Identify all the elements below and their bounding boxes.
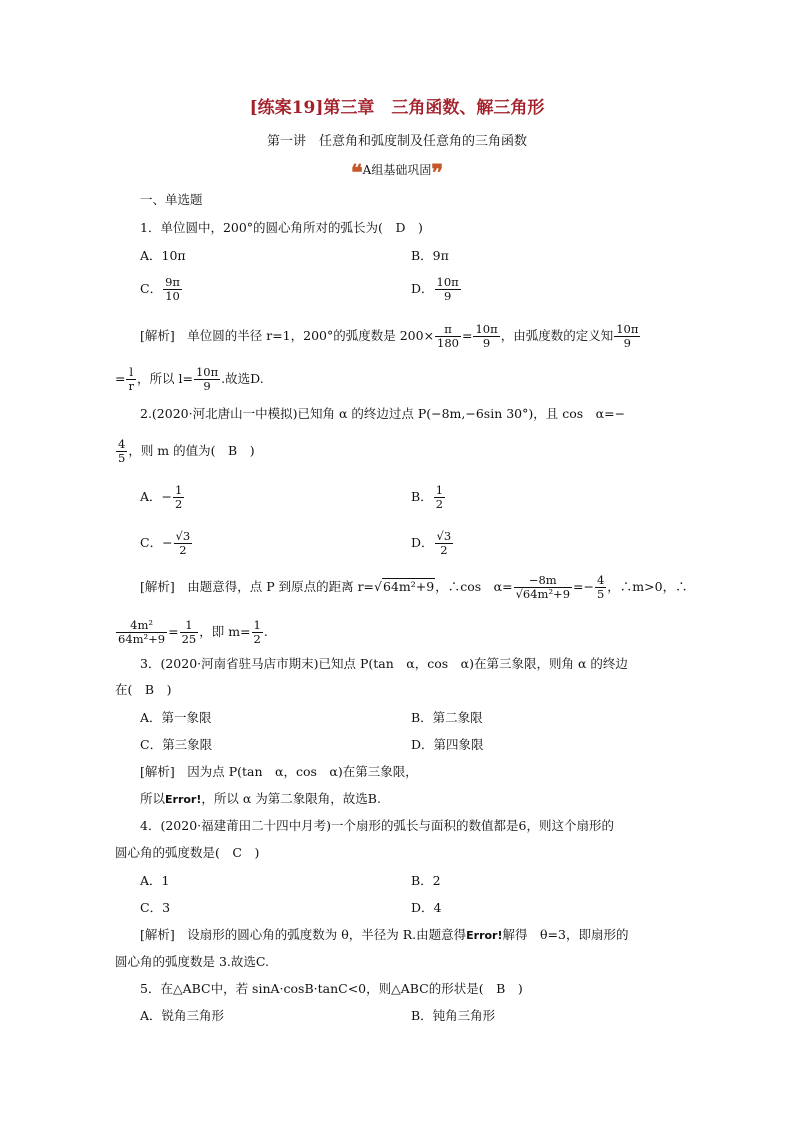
page-subtitle: 第一讲 任意角和弧度制及任意角的三角函数 xyxy=(266,134,527,149)
q4-option-b: B．2 xyxy=(411,873,441,888)
q3-option-c: C．第三象限 xyxy=(140,737,213,752)
q2-option-c: C．− $\frac{√3}{2}$ xyxy=(140,529,191,557)
q4-explanation-line2: 圆心角的弧度数是 3.故选C. xyxy=(115,954,269,969)
q2-option-a: A．− $\frac{1}{2}$ xyxy=(140,483,183,511)
q4-option-a: A．1 xyxy=(140,873,170,888)
q3-explanation-line2: 所以Error!，所以 α 为第二象限角，故选B. xyxy=(140,791,381,806)
q2-explanation-line2: $\frac{\text{4m²}}{\text{64m²+9}}$ = $\frac{1}{25}$ ，即 m= $\frac{1}{2}$ . xyxy=(118,618,268,646)
q2-option-d: D． $\frac{√3}{2}$ xyxy=(411,529,452,557)
q5-option-a: A．锐角三角形 xyxy=(140,1008,225,1023)
fraction: $\frac{9\pi}{10}$ xyxy=(165,275,180,303)
q4-option-d: D．4 xyxy=(411,900,442,915)
page-title: [练案19]第三章 三角函数、解三角形 xyxy=(249,98,545,118)
q3-stem-line2: 在( B ) xyxy=(115,682,172,697)
q2-explanation-line1: [解析] 由题意得，点 P 到原点的距离 r=√64m²+9，∴cos α= $\frac{-8m}{\text{√64m²+9}}$ =− $\frac{4}{5}$ ，∴m>0，∴ xyxy=(140,573,688,601)
group-label: A组基础巩固 xyxy=(362,163,432,177)
q3-option-b: B．第二象限 xyxy=(411,710,483,725)
open-quote-icon: ❝ xyxy=(350,160,363,186)
q5-stem: 5．在△ABC中，若 sinA·cosB·tanC<0，则△ABC的形状是( B ) xyxy=(140,981,523,996)
q2-stem-line2: $\frac{4}{5}$ ，则 m 的值为( B ) xyxy=(118,437,255,465)
q1-option-a: A．10π xyxy=(140,248,186,263)
error-marker: Error! xyxy=(466,929,503,942)
q1-option-c: C． $\frac{9\pi}{10}$ xyxy=(140,275,180,303)
group-heading xyxy=(0,160,794,186)
q2-stem-line1: 2.(2020·河北唐山一中模拟)已知角 α 的终边过点 P(−8m,−6sin 30°)，且 cos α=− xyxy=(140,406,626,421)
q1-explanation-line1: [解析] 单位圆的半径 r=1，200°的弧度数是 200× $\frac{\pi}{180}$ = $\frac{10\pi}{9}$ ，由弧度数的定义知 $\frac{10\pi}{9}$ xyxy=(140,322,639,350)
q4-option-c: C．3 xyxy=(140,900,171,915)
q1-option-b: B．9π xyxy=(411,248,449,263)
q4-stem-line2: 圆心角的弧度数是( C ) xyxy=(115,845,260,860)
q5-option-b: B．钝角三角形 xyxy=(411,1008,496,1023)
q1-stem: 1．单位圆中，200°的圆心角所对的弧长为( D ) xyxy=(140,220,423,235)
q3-explanation-line1: [解析] 因为点 P(tan α，cos α)在第三象限， xyxy=(140,764,418,779)
close-quote-icon: ❞ xyxy=(431,160,444,186)
q4-explanation-line1: [解析] 设扇形的圆心角的弧度数为 θ，半径为 R.由题意得Error!解得 θ=3，即扇形的 xyxy=(140,927,629,942)
fraction: $\frac{10\pi}{9}$ xyxy=(436,275,459,303)
q1-explanation-line2: = $\frac{l}{r}$ ，所以 l= $\frac{10\pi}{9}$ .故选D. xyxy=(115,365,264,393)
section-heading: 一、单选题 xyxy=(140,192,203,207)
q3-option-a: A．第一象限 xyxy=(140,710,212,725)
q1-option-d: D． $\frac{10\pi}{9}$ xyxy=(411,275,459,303)
q2-option-b: B． $\frac{1}{2}$ xyxy=(411,483,444,511)
q3-option-d: D．第四象限 xyxy=(411,737,484,752)
q3-stem-line1: 3．(2020·河南省驻马店市期末)已知点 P(tan α，cos α)在第三象限，则角 α 的终边 xyxy=(140,656,628,671)
error-marker: Error! xyxy=(165,793,202,806)
q4-stem-line1: 4．(2020·福建莆田二十四中月考)一个扇形的弧长与面积的数值都是6，则这个扇形的 xyxy=(140,818,614,833)
